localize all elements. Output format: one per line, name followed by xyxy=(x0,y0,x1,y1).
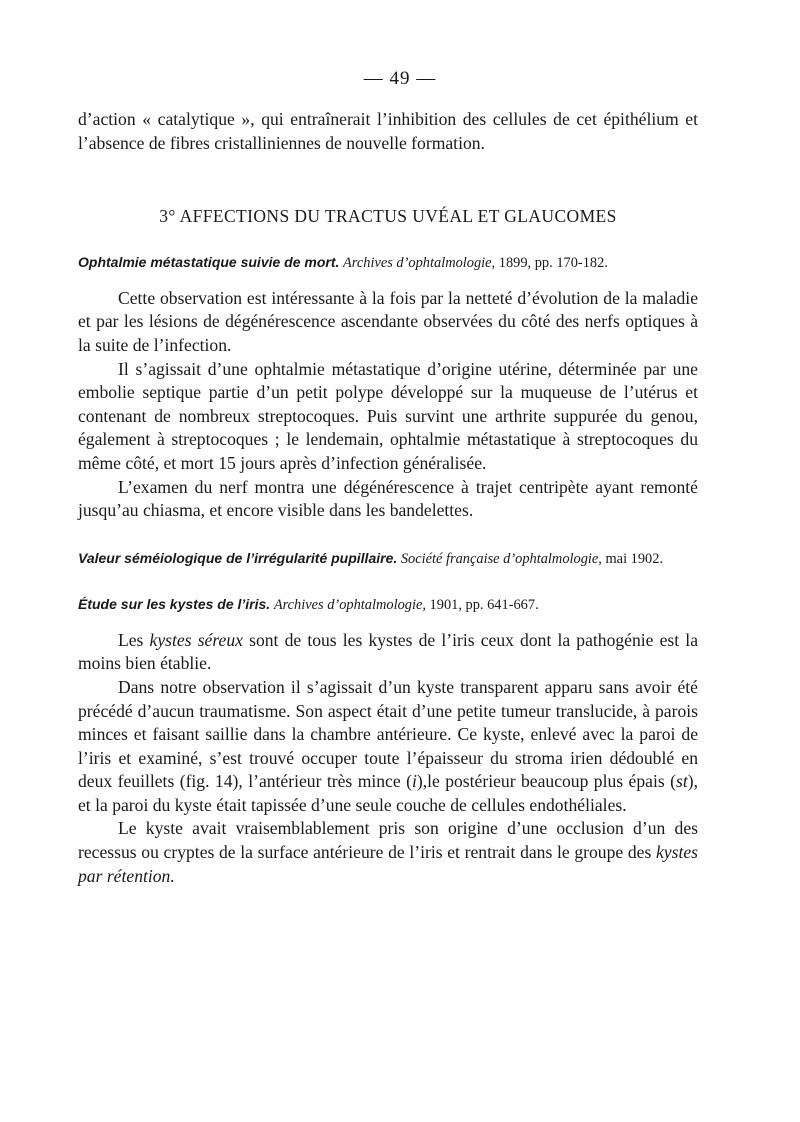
italic-term: i xyxy=(411,771,417,792)
page-content xyxy=(78,108,698,888)
text-run: ), et la paroi du kyste était tapissée d’une seule couche de cellules endothéliales. xyxy=(78,771,698,815)
text-run: Dans notre observation il s’agissait d’un kyste transparent apparu sans avoir été précédé d’aucun traumatisme. Son aspect était d’une petite tumeur translucide, à parois minces et faisant saillie dans la chambre antérieure. Ce kyste, enlevé avec la paroi de l’iris et examiné, s’est trouvé occuper toute l’épaisseur du stroma irien dédoublé en deux feuillets (fig. 14), l’antérieur très mince ( xyxy=(78,676,698,792)
entry-reference: mai 1902. xyxy=(601,550,664,567)
paragraph: Cette observation est intéressante à la fois par la netteté d’évolution de la maladie et par les lésions de dégénérescence ascendante observées du côté des nerfs optiques à la suite de l’infection. xyxy=(78,287,698,355)
page-number: — 49 — xyxy=(363,68,437,89)
entry-title-kystes xyxy=(78,595,698,615)
text-run: sont de tous les kystes de l’iris ceux dont la pathogénie est la moins bien établie. xyxy=(78,629,699,674)
text-run: ),le postérieur beaucoup plus épais ( xyxy=(416,771,676,792)
entry-title-text: Valeur séméiologique de l’irrégularité pupillaire. xyxy=(78,549,398,566)
italic-term: kystes séreux xyxy=(149,629,243,650)
entry-source: Archives d’ophtalmologie, xyxy=(273,596,426,613)
section-heading: 3° AFFECTIONS DU TRACTUS UVÉAL ET GLAUCOMES xyxy=(159,206,617,227)
italic-term: kystes par rétention. xyxy=(78,842,698,886)
paragraph xyxy=(78,629,698,676)
entry-title-text: Ophtalmie métastatique suivie de mort. xyxy=(78,253,340,270)
paragraph xyxy=(78,817,698,888)
entry-title-ophtalmie xyxy=(78,253,698,273)
text-run: Les xyxy=(118,629,150,650)
entry-source: Archives d’ophtalmologie, xyxy=(343,254,496,271)
entry-title-valeur xyxy=(78,549,698,569)
entry-reference: 1901, pp. 641-667. xyxy=(425,596,539,613)
paragraph: Il s’agissait d’une ophtalmie métastatique d’origine utérine, déterminée par une embolie septique partie d’un petit polype développé sur la muqueuse de l’utérus et contenant de nombreux streptocoques. Puis survint une arthrite suppurée du genou, également à streptocoques ; le lendemain, ophtalmie métastatique à streptocoques du même côté, et mort 15 jours après d’infection généralisée. xyxy=(78,358,698,473)
paragraph: L’examen du nerf montra une dégénérescence à trajet centripète ayant remonté jusqu’au chiasma, et encore visible dans les bandelettes. xyxy=(78,476,698,521)
entry-reference: 1899, pp. 170-182. xyxy=(495,254,608,271)
entry-title-text: Étude sur les kystes de l’iris. xyxy=(78,595,271,612)
text-run: Le kyste avait vraisemblablement pris son origine d’une occlusion d’un des recessus ou cryptes de la surface antérieure de l’iris et rentrait dans le groupe des xyxy=(78,818,698,863)
italic-term: st xyxy=(675,771,688,792)
paragraph xyxy=(78,676,698,818)
intro-paragraph: d’action « catalytique », qui entraînerait l’inhibition des cellules de cet épithélium et l’absence de fibres cristalliniennes de nouvelle formation. xyxy=(78,109,698,153)
entry-source: Société française d’ophtalmologie, xyxy=(400,550,602,567)
